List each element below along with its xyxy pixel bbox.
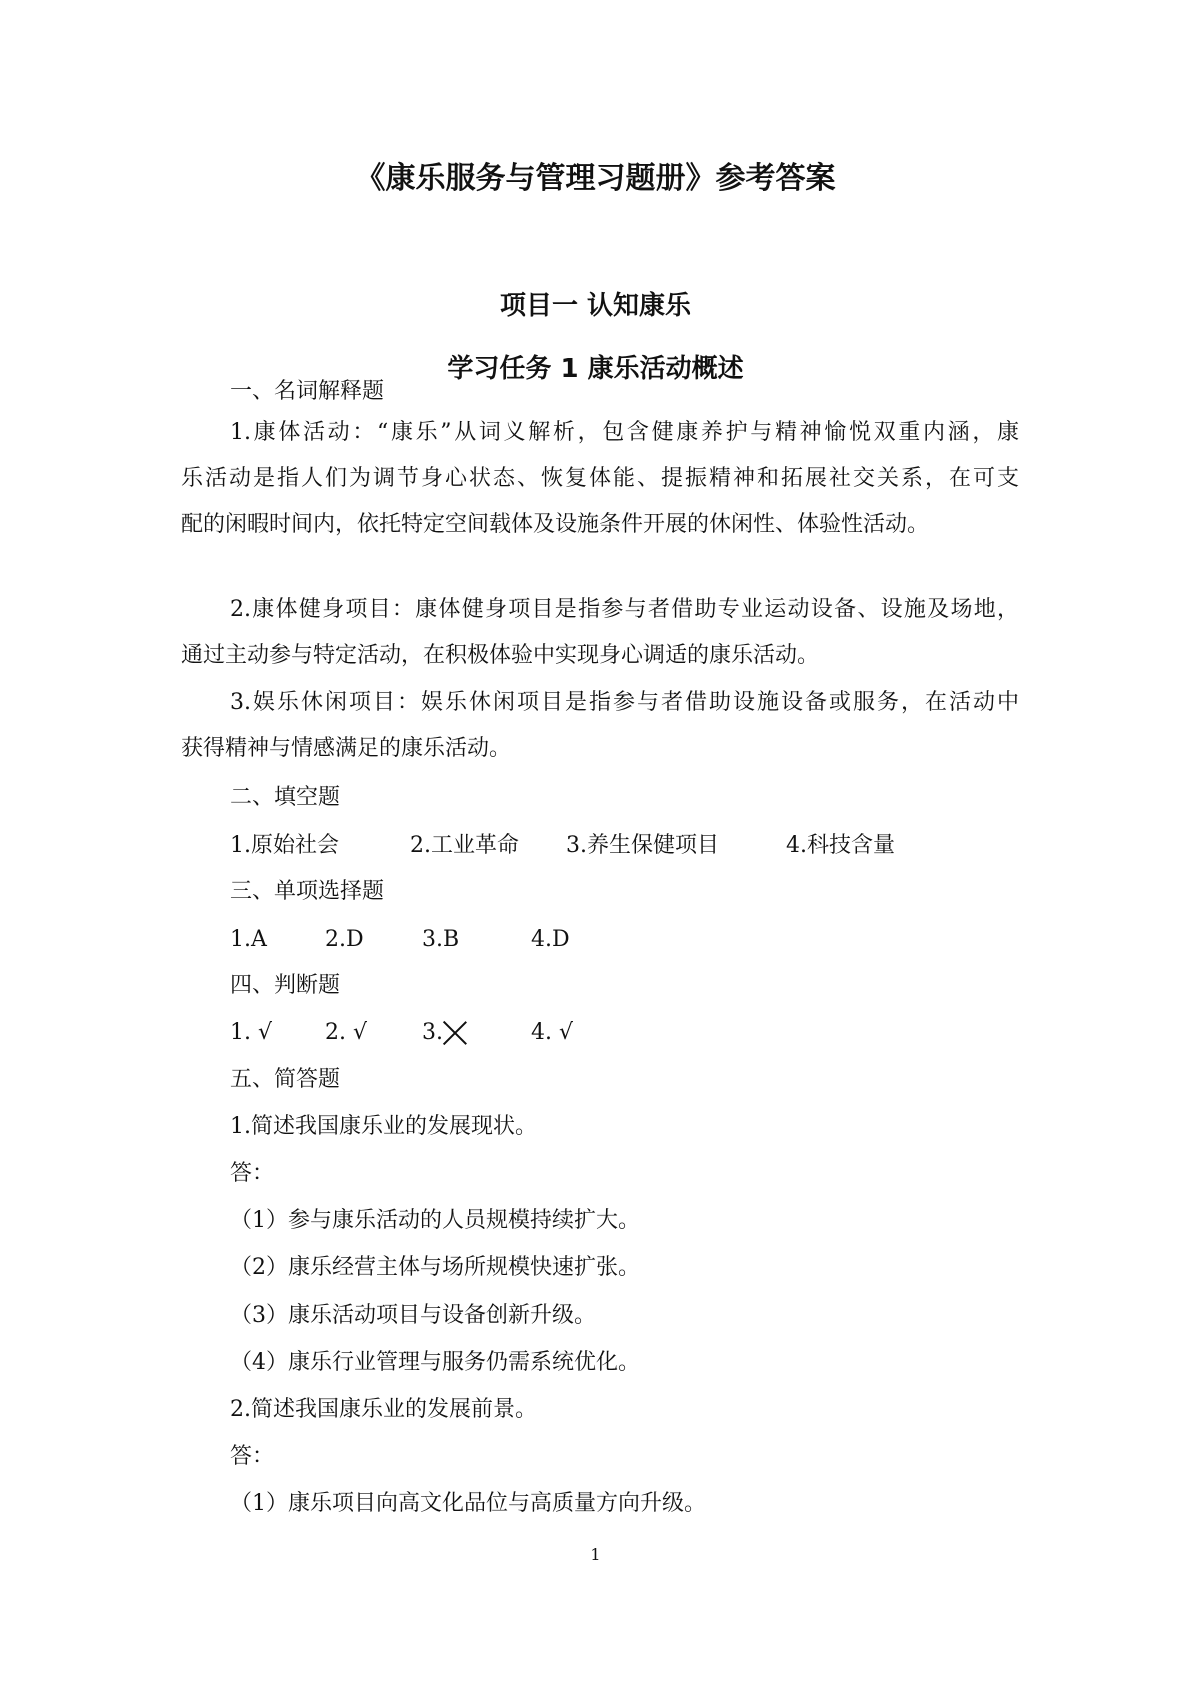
paragraph-line: 3.娱乐休闲项目：娱乐休闲项目是指参与者借助设施设备或服务，在活动中 <box>230 690 1019 715</box>
definition-item-3 <box>181 680 1019 772</box>
paragraph-line: 乐活动是指人们为调节身心状态、恢复体能、提振精神和拓展社交关系，在可支 <box>181 466 1019 491</box>
answer-2-item-1: （1）康乐项目向高文化品位与高质量方向升级。 <box>230 1491 706 1516</box>
section1-heading: 一、名词解释题 <box>230 379 385 404</box>
answer-1-item-2: （2）康乐经营主体与场所规模快速扩张。 <box>230 1255 640 1280</box>
question-2: 2.简述我国康乐业的发展前景。 <box>230 1397 537 1422</box>
section4-heading: 四、判断题 <box>230 973 341 998</box>
task-heading: 学习任务 1 康乐活动概述 <box>447 354 744 384</box>
cross-mark-icon <box>443 1019 467 1043</box>
choice-answer-2: 2.D <box>325 927 364 952</box>
paragraph-line: 2.康体健身项目：康体健身项目是指参与者借助专业运动设备、设施及场地， <box>230 597 1019 622</box>
fill-answer-3: 3.养生保健项目 <box>566 833 719 858</box>
page-number: 1 <box>590 1545 601 1564</box>
answer-1-item-4: （4）康乐行业管理与服务仍需系统优化。 <box>230 1350 640 1375</box>
answer-1-item-3: （3）康乐活动项目与设备创新升级。 <box>230 1303 596 1328</box>
paragraph-line: 获得精神与情感满足的康乐活动。 <box>181 736 512 761</box>
paragraph-line: 配的闲暇时间内，依托特定空间载体及设施条件开展的休闲性、体验性活动。 <box>181 512 930 537</box>
section5-heading: 五、简答题 <box>230 1067 341 1092</box>
answer-number: 3. <box>422 1020 443 1045</box>
fill-answer-2: 2.工业革命 <box>410 833 519 858</box>
fill-answer-4: 4.科技含量 <box>786 833 895 858</box>
definition-item-1 <box>181 410 1019 548</box>
definition-item-2 <box>181 587 1019 679</box>
choice-answer-4: 4.D <box>531 927 570 952</box>
answer-number: 4. <box>531 1020 552 1045</box>
judge-answer-2 <box>325 1017 367 1049</box>
answer-number: 2. <box>325 1020 346 1045</box>
check-mark-icon: √ <box>258 1020 273 1045</box>
paragraph-line: 通过主动参与特定活动，在积极体验中实现身心调适的康乐活动。 <box>181 643 820 668</box>
answer-1-item-1: （1）参与康乐活动的人员规模持续扩大。 <box>230 1208 640 1233</box>
judge-answer-4 <box>531 1017 573 1049</box>
judge-answer-1 <box>230 1017 272 1049</box>
answer-number: 1. <box>230 1020 251 1045</box>
judge-answer-3 <box>422 1017 467 1049</box>
document-title: 《康乐服务与管理习题册》参考答案 <box>355 161 836 196</box>
answer-label-2: 答： <box>230 1444 275 1469</box>
check-mark-icon: √ <box>353 1020 368 1045</box>
choice-answer-3: 3.B <box>422 927 460 952</box>
answer-label-1: 答： <box>230 1161 275 1186</box>
fill-answer-1: 1.原始社会 <box>230 833 339 858</box>
section2-heading: 二、填空题 <box>230 785 341 810</box>
question-1: 1.简述我国康乐业的发展现状。 <box>230 1114 537 1139</box>
choice-answer-1: 1.A <box>230 927 267 952</box>
check-mark-icon: √ <box>559 1020 574 1045</box>
paragraph-line: 1.康体活动：“康乐”从词义解析，包含健康养护与精神愉悦双重内涵，康 <box>230 420 1019 445</box>
section3-heading: 三、单项选择题 <box>230 879 385 904</box>
project-heading: 项目一 认知康乐 <box>499 291 692 321</box>
